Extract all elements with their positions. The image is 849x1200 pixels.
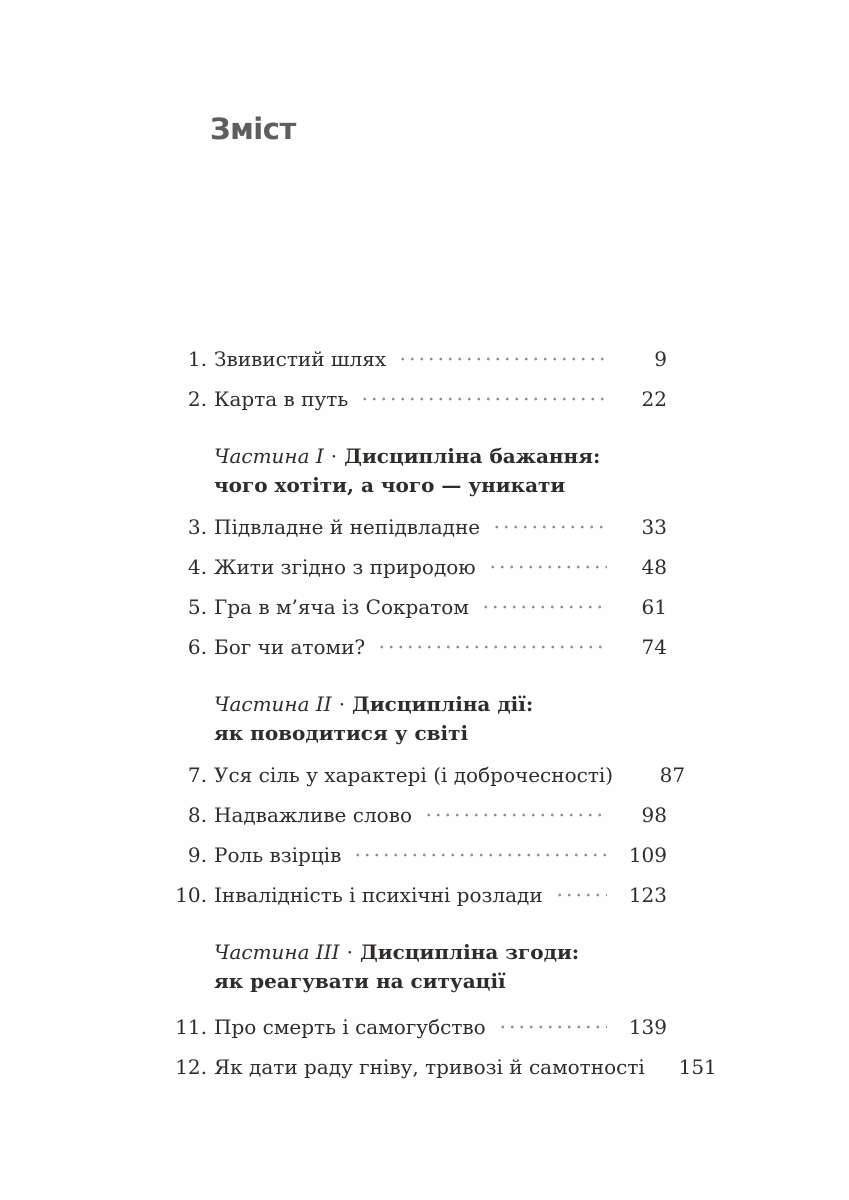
section-heading-line1 — [214, 938, 667, 967]
toc-entry — [170, 1055, 717, 1079]
entry-page-number: 9 — [654, 347, 667, 371]
toc-entry — [170, 348, 667, 371]
entry-title: Роль взірців — [214, 843, 342, 867]
entry-page-number: 139 — [628, 1015, 667, 1039]
section-subtitle: як реагувати на ситуації — [214, 969, 506, 993]
toc-entry — [170, 516, 667, 539]
toc-content — [170, 0, 717, 1096]
entry-page-number: 87 — [659, 763, 686, 787]
entry-page-number: 33 — [641, 515, 667, 539]
entry-page-number: 151 — [678, 1055, 717, 1079]
section-heading-line1 — [214, 690, 667, 719]
dotted-leader — [424, 808, 607, 822]
entry-page-number: 61 — [641, 595, 667, 619]
page-title: Зміст — [210, 112, 296, 146]
entry-number: 7. — [187, 763, 207, 787]
dotted-leader — [481, 600, 607, 614]
dotted-leader — [492, 520, 607, 534]
dotted-leader — [555, 888, 607, 902]
section-label: Частина II — [214, 692, 332, 716]
entry-number: 5. — [187, 595, 207, 619]
dotted-leader — [377, 640, 607, 654]
entry-number: 6. — [187, 635, 207, 659]
entry-number: 12. — [175, 1055, 207, 1079]
entry-number: 11. — [175, 1015, 207, 1039]
entry-number: 3. — [187, 515, 207, 539]
section-heading — [214, 938, 667, 996]
entry-title: Як дати раду гніву, тривозі й самотності — [214, 1055, 645, 1079]
dotted-leader — [360, 392, 607, 406]
entry-page-number: 22 — [641, 387, 667, 411]
entry-page-number: 74 — [641, 635, 667, 659]
section-separator: · — [346, 940, 353, 964]
entry-number: 4. — [187, 555, 207, 579]
entry-title: Звивистий шлях — [214, 347, 387, 371]
entry-number: 9. — [187, 843, 207, 867]
section-title: Дисципліна згоди: — [359, 940, 580, 964]
entry-number: 10. — [175, 883, 207, 907]
entry-title: Надважливе слово — [214, 803, 412, 827]
dotted-leader — [498, 1020, 607, 1034]
section-separator: · — [338, 692, 346, 716]
entry-number: 8. — [187, 803, 207, 827]
entry-title: Підвладне й непідвладне — [214, 515, 481, 539]
toc-entry — [170, 844, 667, 867]
section-heading-line1 — [214, 442, 667, 471]
toc-entry — [170, 804, 667, 827]
entry-title: Гра в м’яча із Сократом — [214, 595, 469, 619]
section-heading — [214, 690, 667, 748]
entry-title: Уся сіль у характері (і доброчесності) — [214, 763, 614, 787]
entry-title: Про смерть і самогубство — [214, 1015, 486, 1039]
toc-entry — [170, 596, 667, 619]
entry-title: Жити згідно з природою — [214, 555, 476, 579]
section-subtitle: чого хотіти, а чого — уникати — [214, 473, 566, 497]
toc-entry — [170, 1016, 667, 1039]
section-subtitle: як поводитися у світі — [214, 721, 469, 745]
dotted-leader — [353, 848, 607, 862]
toc-entry — [170, 884, 667, 907]
section-label: Частина I — [214, 444, 324, 468]
entry-page-number: 98 — [641, 803, 667, 827]
entry-number: 2. — [187, 387, 207, 411]
entry-page-number: 123 — [628, 883, 667, 907]
dotted-leader — [488, 560, 607, 574]
entry-title: Інвалідність і психічні розлади — [214, 883, 543, 907]
entry-title: Карта в путь — [214, 387, 349, 411]
section-label: Частина III — [214, 940, 340, 964]
section-separator: · — [330, 444, 338, 468]
entry-page-number: 48 — [641, 555, 667, 579]
entry-number: 1. — [187, 347, 207, 371]
section-heading — [214, 442, 667, 500]
toc-entry — [170, 636, 667, 659]
toc-entry — [170, 556, 667, 579]
dotted-leader — [398, 352, 607, 366]
entry-title: Бог чи атоми? — [214, 635, 366, 659]
section-title: Дисципліна дії: — [352, 692, 534, 716]
section-title: Дисципліна бажання: — [344, 444, 601, 468]
toc-entry — [170, 388, 667, 411]
entry-page-number: 109 — [628, 843, 667, 867]
toc-entry — [170, 763, 686, 787]
